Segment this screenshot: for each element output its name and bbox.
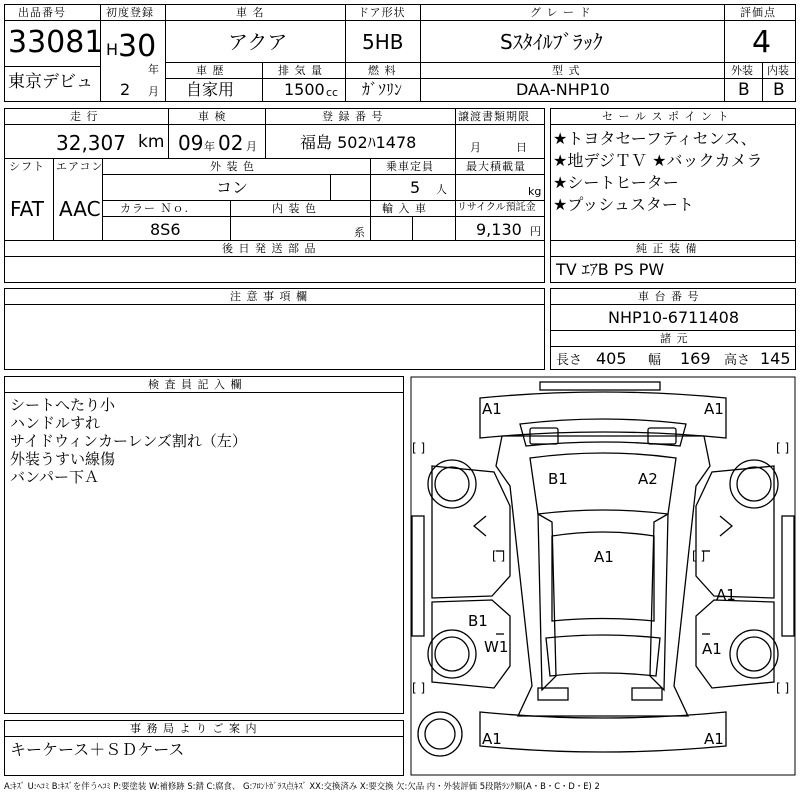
rear-bumper: [480, 712, 726, 752]
year-unit: 年: [148, 63, 159, 76]
height-label: 高さ: [724, 353, 751, 368]
inspection-label: 車 検: [198, 110, 227, 123]
inspector-line: サイドウィンカーレンズ割れ（左）: [10, 432, 247, 450]
mileage: 32,307: [56, 131, 126, 155]
lot-number: 33081: [8, 25, 104, 60]
lot-label: 出品番号: [18, 6, 66, 19]
bracket-text: [ ]: [492, 549, 506, 563]
damage-mark: A1: [716, 586, 736, 604]
capacity-label: 乗車定員: [386, 160, 434, 173]
displacement-label: 排 気 量: [278, 64, 323, 77]
displacement-unit: cc: [326, 86, 339, 99]
recycle-label: リサイクル預託金: [457, 202, 536, 213]
bracket-text: [ ]: [692, 549, 706, 563]
damage-mark: B1: [468, 612, 488, 630]
era: H: [106, 40, 119, 59]
bracket-text: [ ]: [776, 441, 790, 455]
capacity: 5: [410, 178, 421, 197]
interior-color-label: 内 装 色: [272, 202, 317, 215]
sales-line: ★トヨタセーフティセンス、: [553, 129, 757, 148]
grade-label: グ レ ー ド: [530, 6, 592, 19]
bracket-text: [ ]: [412, 441, 426, 455]
recycle-amount: 9,130: [476, 220, 522, 239]
exterior-label: 外装: [731, 64, 753, 77]
score-label: 評価点: [740, 6, 776, 19]
bracket-text: [ ]: [412, 681, 426, 695]
model-label: 型 式: [552, 64, 581, 77]
sales-line: ★地デジＴＶ ★バックカメラ: [553, 151, 763, 170]
roof: [552, 532, 654, 621]
sales-title: セ ー ル ス ポ イ ン ト: [602, 110, 730, 123]
transfer-day: 日: [516, 141, 527, 154]
color: コン: [216, 178, 249, 197]
shift-label: シフト: [9, 160, 45, 173]
history-label: 車 歴: [196, 64, 225, 77]
first-reg-month: 2: [120, 80, 131, 99]
equipment-value: TV ｴｱB PS PW: [556, 260, 665, 279]
width-value: 169: [680, 349, 711, 368]
recycle-unit: 円: [530, 225, 541, 238]
load-unit: kg: [528, 185, 542, 198]
fuel: ｶﾞｿﾘﾝ: [362, 80, 403, 99]
inspector-line: バンパー下Ａ: [10, 468, 99, 486]
door-shape: 5HB: [362, 30, 404, 54]
damage-mark: B1: [548, 470, 568, 488]
diagram-frame: [411, 377, 795, 775]
capacity-unit: 人: [436, 183, 447, 196]
inspector-line: 外装うすい線傷: [10, 450, 116, 468]
chassis-title: 車 台 番 号: [638, 290, 700, 303]
office-title: 事 務 局 よ り ご 案 内: [130, 722, 258, 735]
import-label: 輸 入 車: [382, 202, 427, 215]
first-reg-year: 30: [118, 29, 157, 64]
top-vent: [540, 382, 660, 390]
mileage-label: 走 行: [70, 110, 99, 123]
exterior-grade: B: [738, 80, 750, 100]
right-front-door: [696, 466, 774, 598]
sales-line: ★プッシュスタート: [553, 195, 694, 214]
specs-title: 諸 元: [660, 332, 689, 345]
damage-mark: A1: [482, 400, 502, 418]
inspector-title: 検 査 員 記 入 欄: [148, 378, 243, 391]
rear-glass: [546, 635, 660, 676]
ac-label: エアコン: [56, 160, 104, 173]
transfer-label: 譲渡書類期限: [458, 110, 530, 123]
damage-mark: A1: [704, 400, 724, 418]
inspection-year: 09: [178, 131, 204, 155]
fuel-label: 燃 料: [368, 64, 397, 77]
score: 4: [752, 25, 772, 60]
transfer-month: 月: [470, 141, 481, 154]
displacement: 1500: [284, 80, 325, 99]
color-no-label: カラー Ｎｏ.: [120, 202, 189, 215]
month-unit: 月: [148, 85, 159, 98]
height-value: 145: [760, 349, 791, 368]
inspector-line: ハンドルすれ: [10, 414, 101, 432]
chassis-number: NHP10-6711408: [608, 308, 740, 327]
equipment-title: 純 正 装 備: [636, 242, 698, 255]
interior-label: 内装: [767, 64, 789, 77]
inspection-month-unit: 月: [246, 140, 257, 153]
car-body: [496, 436, 710, 716]
interior-grade: B: [773, 80, 785, 100]
color-label: 外 装 色: [210, 160, 255, 173]
sales-line: ★シートヒーター: [553, 173, 679, 192]
load-label: 最大積載量: [466, 160, 526, 173]
plate-label: 登 録 番 号: [322, 110, 384, 123]
later-parts-label: 後 日 発 送 部 品: [222, 242, 317, 255]
damage-mark: A1: [704, 730, 724, 748]
damage-mark: A1: [702, 640, 722, 658]
color-no: 8S6: [150, 220, 181, 239]
history: 自家用: [186, 80, 235, 99]
office-text: キーケース＋ＳＤケース: [10, 740, 185, 759]
legend: A:ｷｽﾞ U:ﾍｺﾐ B:ｷｽﾞを伴うﾍｺﾐ P:要塗装 W:補修跡 S:錆 C:腐食、 G:ﾌﾛﾝﾄｶﾞﾗｽ点ｷｽﾞ XX:交換済み X:要交換 欠:欠品 内・外装評価 5段階ﾗﾝｸ順(A・B・C・D・E) 2: [4, 781, 600, 791]
plate-number: 福島 502ﾊ1478: [300, 133, 417, 152]
damage-mark: A1: [482, 730, 502, 748]
damage-mark: A1: [594, 548, 614, 566]
front-bumper: [480, 392, 726, 438]
damage-mark: W1: [484, 638, 509, 656]
model: DAA-NHP10: [516, 80, 610, 99]
left-front-door: [432, 466, 510, 598]
inspection-month: 02: [218, 131, 244, 155]
bracket-text: [ ]: [776, 681, 790, 695]
grade: Sｽﾀｲﾙﾌﾞﾗｯｸ: [500, 30, 603, 54]
car-name-label: 車 名: [236, 6, 265, 19]
width-label: 幅: [648, 353, 662, 368]
interior-color-unit: 系: [354, 226, 365, 239]
car-name: アクア: [228, 30, 288, 54]
venue: 東京デビュ: [8, 72, 93, 92]
damage-mark: A2: [638, 470, 658, 488]
inspector-line: シートへたり小: [10, 396, 116, 414]
car-damage-diagram: [410, 376, 796, 776]
ac: AAC: [59, 197, 101, 221]
inspection-year-unit: 年: [204, 140, 215, 153]
length-label: 長さ: [556, 353, 583, 368]
shift: FAT: [10, 197, 45, 221]
mileage-unit: km: [138, 132, 165, 152]
first-reg-label: 初度登録: [106, 6, 154, 19]
length-value: 405: [596, 349, 627, 368]
door-label: ドア形状: [358, 6, 406, 19]
notes-title: 注 意 事 項 欄: [230, 290, 308, 303]
